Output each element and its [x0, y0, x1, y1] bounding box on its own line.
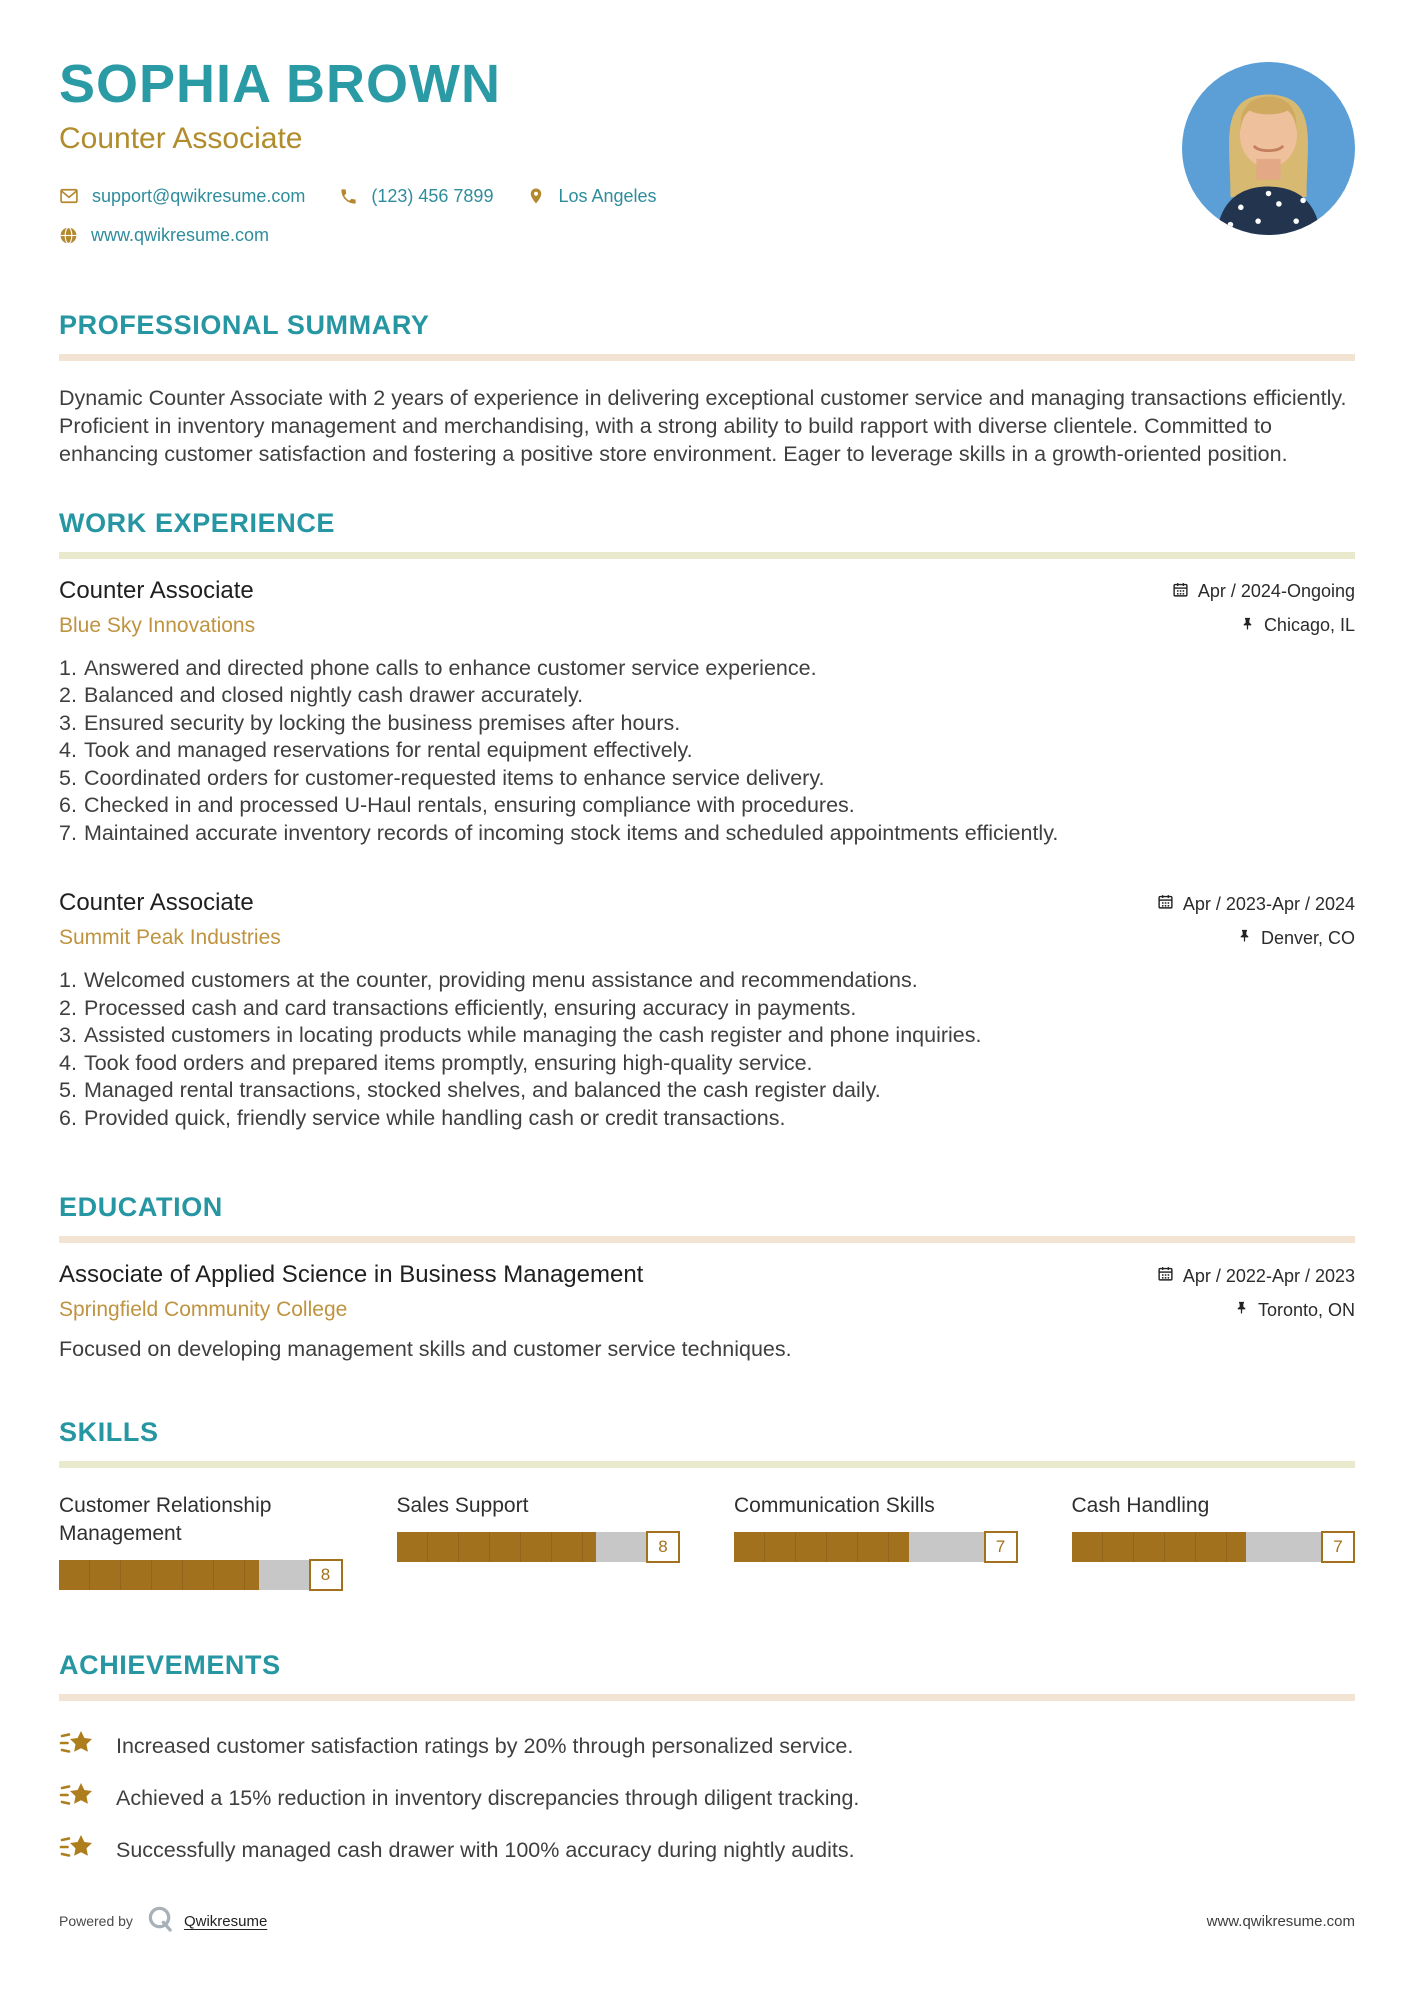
section-achievements — [59, 1650, 1355, 1868]
footer-website[interactable]: www.qwikresume.com — [1206, 1912, 1355, 1930]
achievement-text: Achieved a 15% reduction in inventory discrepancies through diligent tracking. — [116, 1785, 860, 1810]
bullet-text: Ensured security by locking the business premises after hours. — [83, 710, 681, 735]
education-description: Focused on developing management skills and customer service techniques. — [59, 1337, 792, 1362]
skill-bar — [734, 1532, 1018, 1562]
skill-bar-track — [397, 1532, 647, 1562]
section-rule — [59, 1461, 1355, 1468]
education-dates — [1157, 1265, 1355, 1287]
skill-score-badge: 7 — [1321, 1531, 1355, 1563]
skill-bar-track — [1072, 1532, 1322, 1562]
job-dates — [1172, 581, 1355, 603]
job-bullet — [59, 765, 1355, 793]
job-entry-head — [59, 577, 1355, 638]
education-location-text: Toronto, ON — [1257, 1299, 1355, 1320]
job-entry — [59, 889, 1355, 1132]
skills-heading: SKILLS — [59, 1417, 159, 1448]
bullet-text: Managed rental transactions, stocked shelves, and balanced the cash register daily. — [83, 1078, 881, 1103]
section-rule — [59, 1236, 1355, 1243]
calendar-icon — [1157, 893, 1174, 915]
job-bullet — [59, 792, 1355, 820]
experience-heading: WORK EXPERIENCE — [59, 507, 336, 538]
skill-bar-fill — [1072, 1532, 1247, 1562]
job-dates — [1157, 893, 1355, 915]
job-bullet — [59, 710, 1355, 738]
bullet-text: Welcomed customers at the counter, providing menu assistance and recommendations. — [83, 968, 918, 993]
contact-row-2 — [59, 225, 657, 246]
contact-info — [59, 186, 657, 246]
star-icon — [59, 1727, 95, 1764]
section-rule — [59, 552, 1355, 559]
skill-item — [59, 1492, 343, 1590]
contact-row-1 — [59, 186, 657, 207]
person-name: SOPHIA BROWN — [59, 54, 501, 114]
summary-text: Dynamic Counter Associate with 2 years of experience in delivering exceptional customer service and managing transactions efficiently. Proficient in inventory management and merchandising, with a strong ability to build rapport with diverse clientele. Committed to enhancing customer satisfaction and fostering a positive store environment. Eager to leverage skills in a growth-oriented position. — [59, 385, 1347, 466]
bullet-number: 3. — [59, 1023, 77, 1048]
job-dates-text: Apr / 2023-Apr / 2024 — [1182, 893, 1355, 914]
contact-location-text: Los Angeles — [558, 185, 657, 206]
skill-bar-fill — [59, 1560, 259, 1590]
education-entry — [59, 1261, 1355, 1363]
star-icon — [59, 1831, 95, 1868]
person-job-title: Counter Associate — [59, 121, 303, 155]
qwikresume-link[interactable]: Qwikresume — [183, 1912, 268, 1930]
bullet-number: 4. — [59, 738, 77, 763]
education-entry-head — [59, 1261, 1355, 1322]
avatar — [1182, 62, 1355, 235]
job-bullet-list — [59, 655, 1355, 848]
achievement-item — [59, 1831, 1355, 1868]
globe-icon — [59, 226, 78, 245]
skill-bar — [1072, 1532, 1356, 1562]
bullet-number: 7. — [59, 820, 77, 845]
job-bullet — [59, 995, 1355, 1023]
contact-location — [527, 186, 656, 207]
pushpin-icon — [1240, 615, 1255, 637]
education-degree: Associate of Applied Science in Business Management — [59, 1261, 644, 1289]
job-company: Summit Peak Industries — [59, 926, 281, 950]
education-heading: EDUCATION — [59, 1192, 223, 1223]
skill-item — [734, 1492, 1018, 1590]
job-company: Blue Sky Innovations — [59, 613, 256, 637]
job-location — [1240, 615, 1355, 637]
calendar-icon — [1172, 581, 1189, 603]
skill-label: Sales Support — [396, 1494, 529, 1518]
bullet-text: Took and managed reservations for rental equipment effectively. — [83, 738, 693, 763]
contact-phone-text: (123) 456 7899 — [371, 185, 494, 206]
bullet-text: Coordinated orders for customer-requested items to enhance service delivery. — [83, 765, 825, 790]
bullet-number: 5. — [59, 765, 77, 790]
job-location-text: Denver, CO — [1260, 927, 1355, 948]
job-dates-text: Apr / 2024-Ongoing — [1197, 581, 1355, 602]
contact-phone[interactable] — [339, 186, 493, 207]
skill-score-badge: 8 — [309, 1559, 343, 1591]
footer-branding — [59, 1905, 267, 1937]
skill-label: Communication Skills — [734, 1494, 935, 1518]
bullet-text: Answered and directed phone calls to enhance customer service experience. — [83, 655, 817, 680]
job-bullet — [59, 1050, 1355, 1078]
bullet-text: Provided quick, friendly service while handling cash or credit transactions. — [83, 1105, 786, 1130]
bullet-number: 6. — [59, 1105, 77, 1130]
bullet-number: 3. — [59, 710, 77, 735]
skill-bar-fill — [397, 1532, 597, 1562]
education-dates-text: Apr / 2022-Apr / 2023 — [1182, 1265, 1355, 1286]
skills-grid — [59, 1492, 1355, 1590]
achievement-item — [59, 1727, 1355, 1764]
job-bullet-list — [59, 967, 1355, 1132]
section-education — [59, 1192, 1355, 1363]
job-entry — [59, 577, 1355, 848]
footer — [59, 1905, 1355, 1937]
achievements-heading: ACHIEVEMENTS — [59, 1650, 281, 1681]
achievement-text: Successfully managed cash drawer with 100% accuracy during nightly audits. — [116, 1837, 855, 1862]
summary-heading: PROFESSIONAL SUMMARY — [59, 309, 430, 340]
section-rule — [59, 354, 1355, 361]
bullet-text: Assisted customers in locating products while managing the cash register and phone inquiries. — [83, 1023, 982, 1048]
skill-label: Cash Handling — [1071, 1494, 1210, 1518]
job-title: Counter Associate — [59, 576, 254, 604]
skill-score-badge: 7 — [984, 1531, 1018, 1563]
education-school: Springfield Community College — [59, 1298, 348, 1322]
job-bullet — [59, 1077, 1355, 1105]
job-location — [1237, 927, 1355, 949]
education-location — [1234, 1299, 1355, 1321]
envelope-icon — [59, 186, 79, 206]
skill-item — [1072, 1492, 1356, 1590]
bullet-text: Maintained accurate inventory records of incoming stock items and scheduled appointments efficiently. — [83, 820, 1059, 845]
job-bullet — [59, 682, 1355, 710]
qwikresume-q-icon — [147, 1905, 174, 1937]
pushpin-icon — [1237, 927, 1252, 949]
job-bullet — [59, 967, 1355, 995]
bullet-text: Checked in and processed U-Haul rentals, ensuring compliance with procedures. — [83, 793, 855, 818]
job-title: Counter Associate — [59, 889, 254, 917]
job-bullet — [59, 1022, 1355, 1050]
skill-bar — [397, 1532, 681, 1562]
section-summary — [59, 310, 1355, 468]
bullet-number: 5. — [59, 1078, 77, 1103]
bullet-number: 1. — [59, 968, 77, 993]
contact-email-text: support@qwikresume.com — [92, 185, 306, 206]
bullet-number: 1. — [59, 655, 77, 680]
job-bullet — [59, 820, 1355, 848]
contact-email[interactable] — [59, 186, 305, 207]
job-bullet — [59, 737, 1355, 765]
bullet-text: Balanced and closed nightly cash drawer accurately. — [83, 683, 584, 708]
bullet-text: Took food orders and prepared items promptly, ensuring high-quality service. — [83, 1050, 813, 1075]
contact-website-text: www.qwikresume.com — [91, 224, 270, 245]
skill-item — [397, 1492, 681, 1590]
skill-label: Customer Relationship Management — [59, 1494, 272, 1546]
header — [59, 56, 1355, 264]
bullet-text: Processed cash and card transactions efficiently, ensuring accuracy in payments. — [83, 995, 857, 1020]
bullet-number: 2. — [59, 683, 77, 708]
achievement-item — [59, 1779, 1355, 1816]
job-entry-head — [59, 889, 1355, 950]
job-location-text: Chicago, IL — [1263, 615, 1355, 636]
job-bullet — [59, 655, 1355, 683]
job-list — [59, 577, 1355, 1133]
header-identity — [59, 56, 657, 264]
achievement-text: Increased customer satisfaction ratings by 20% through personalized service. — [116, 1733, 854, 1758]
skill-bar-track — [59, 1560, 309, 1590]
star-icon — [59, 1779, 95, 1816]
job-bullet — [59, 1105, 1355, 1133]
section-experience — [59, 508, 1355, 1133]
skill-bar-track — [734, 1532, 984, 1562]
skill-bar — [59, 1560, 343, 1590]
achievement-list — [59, 1727, 1355, 1868]
pushpin-icon — [1234, 1299, 1249, 1321]
contact-website[interactable] — [59, 225, 269, 246]
skill-bar-fill — [734, 1532, 909, 1562]
phone-icon — [339, 187, 358, 206]
bullet-number: 4. — [59, 1050, 77, 1075]
section-rule — [59, 1694, 1355, 1701]
map-pin-icon — [527, 186, 545, 206]
calendar-icon — [1157, 1265, 1174, 1287]
skill-score-badge: 8 — [646, 1531, 680, 1563]
section-skills — [59, 1417, 1355, 1590]
bullet-number: 2. — [59, 995, 77, 1020]
powered-by-label: Powered by — [59, 1913, 133, 1929]
bullet-number: 6. — [59, 793, 77, 818]
